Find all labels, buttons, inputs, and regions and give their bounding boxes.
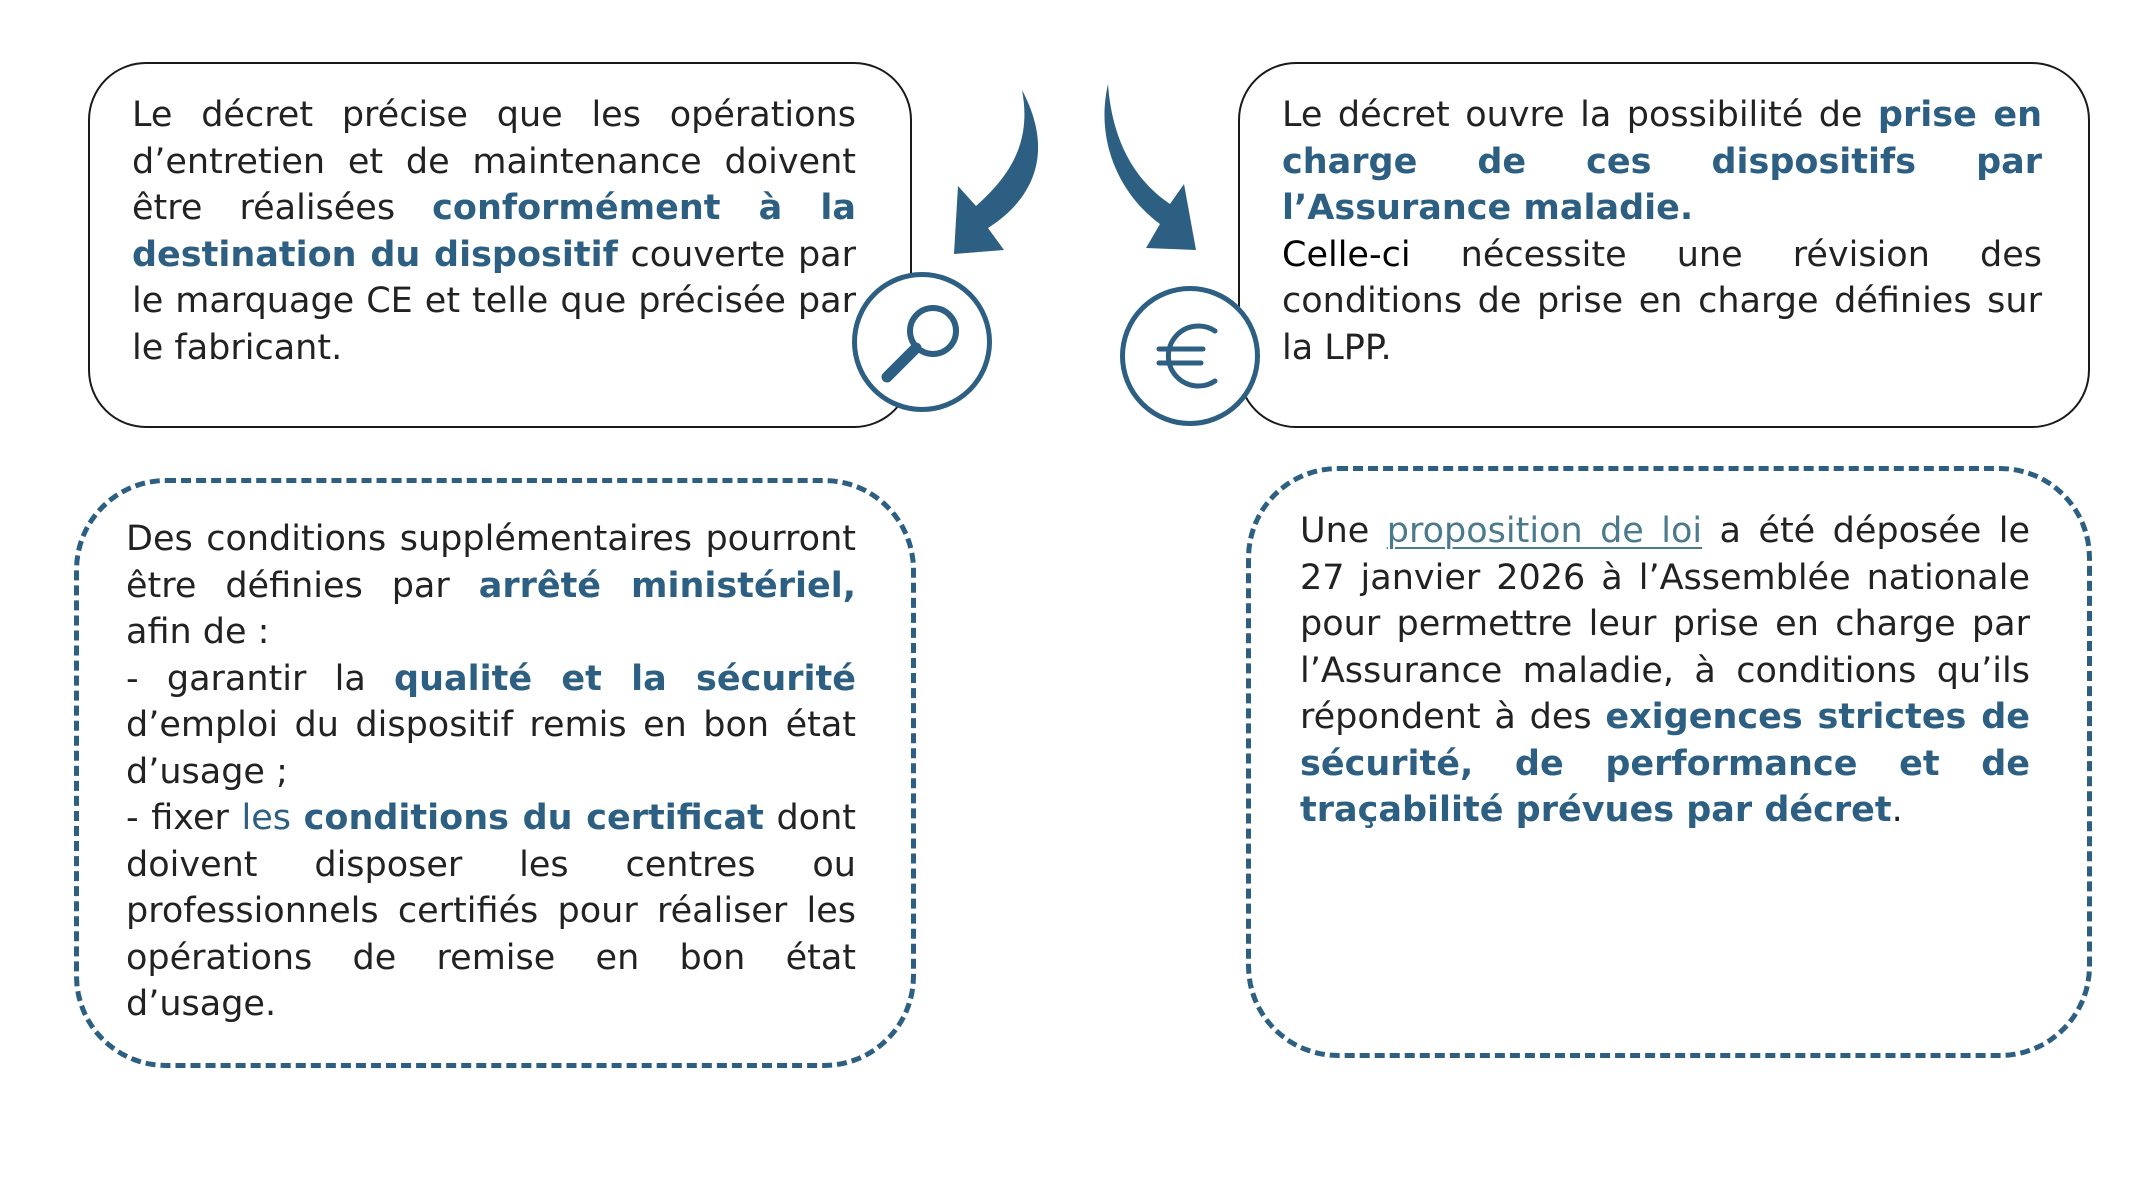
prise-text-2: nécessite une révision des conditions de prise en charge définies sur la LPP.	[1282, 234, 2042, 368]
conditions-text-1: Des conditions supplémentaires pourront être définies par	[126, 519, 856, 606]
bullet-1-text-a: - garantir la	[126, 658, 395, 699]
curved-arrow-left-icon	[940, 82, 1060, 262]
prise-text-celle-ci: Celle-ci	[1282, 234, 1411, 275]
bullet-1-highlight: qualité et la sécurité	[394, 658, 857, 699]
magnifier-badge	[852, 272, 992, 412]
euro-badge	[1120, 286, 1260, 426]
bullet-2-space	[291, 798, 304, 838]
proposition-de-loi-link[interactable]: proposition de loi	[1386, 511, 1703, 551]
loi-highlight: exigences strictes de sécurité, de performance et de traçabilité prévues par décret	[1300, 697, 2031, 830]
loi-text-1: Une	[1300, 511, 1387, 551]
curved-arrow-right-icon	[1090, 80, 1210, 260]
bullet-2-text-a: - fixer	[126, 798, 242, 838]
magnifier-icon	[857, 277, 987, 407]
euro-icon	[1125, 291, 1255, 421]
bullet-2-les: les	[241, 798, 292, 838]
text-maintenance	[132, 92, 856, 371]
conditions-text-2: afin de :	[126, 612, 270, 652]
loi-text-2: a été déposée le 27 janvier 2026 à l’Assemblée nationale pour permettre leur prise en charge par l’Assurance maladie, à conditions qu’ils répondent à des	[1300, 511, 2030, 737]
prise-highlight: prise en charge de ces dispositifs par l’Assurance maladie.	[1282, 95, 2042, 228]
bullet-2-highlight: conditions du certificat	[303, 798, 764, 838]
maintenance-text-2: couverte par le marquage CE et telle que précisée par le fabricant.	[132, 234, 856, 368]
conditions-highlight: arrêté ministériel,	[478, 565, 856, 606]
text-prise-en-charge	[1282, 92, 2042, 371]
bullet-2-text-b: dont doivent disposer les centres ou professionnels certifiés pour réaliser les opérations de remise en bon état d’usage.	[126, 798, 856, 1024]
maintenance-text-1: Le décret précise que les opérations d’entretien et de maintenance doivent être réalisées	[132, 95, 856, 228]
loi-text-3: .	[1891, 790, 1903, 830]
bullet-1-text-b: d’emploi du dispositif remis en bon état d’usage ;	[126, 705, 856, 792]
prise-text-1: Le décret ouvre la possibilité de	[1282, 95, 1878, 135]
maintenance-highlight: conformément à la destination du dispositif	[132, 188, 856, 275]
text-conditions	[126, 516, 856, 1028]
text-proposition-de-loi	[1300, 508, 2030, 834]
